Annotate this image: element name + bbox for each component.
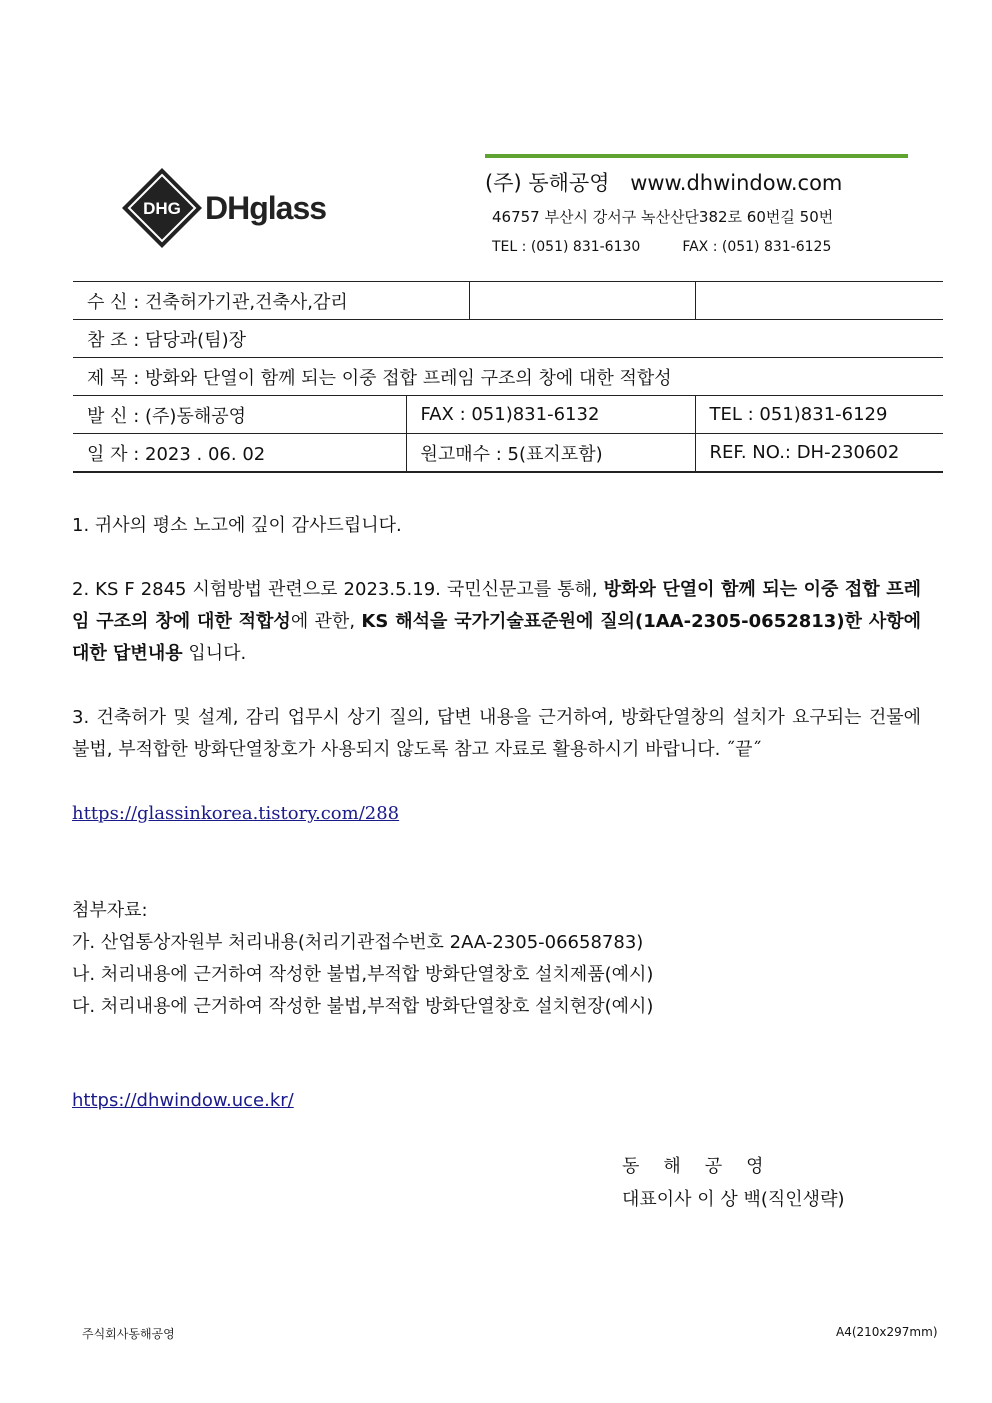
ref-no-cell: REF. NO.: DH-230602 <box>695 434 943 473</box>
signature-block <box>622 1150 844 1216</box>
company-tel: TEL : (051) 831-6130 <box>492 239 641 255</box>
company-fax: FAX : (051) 831-6125 <box>682 239 832 255</box>
sender-cell: 발 신 : (주)동해공영 <box>87 405 246 427</box>
company-logo <box>120 166 340 252</box>
header-row-sender <box>73 396 943 434</box>
signature-company: 동해공영 <box>622 1156 788 1177</box>
logo-wordmark: DHglass <box>205 190 327 226</box>
p2-text: 2. KS F 2845 시험방법 관련으로 2023.5.19. 국민신문고를 통해, <box>72 579 604 600</box>
paragraph-1: 1. 귀사의 평소 노고에 깊이 감사드립니다. <box>72 515 402 536</box>
company-name: (주) 동해공영 <box>485 171 610 195</box>
sender-fax-cell: FAX : 051)831-6132 <box>406 396 695 434</box>
logo-mark: DHG <box>143 199 181 218</box>
footer-company: 주식회사동해공영 <box>82 1327 175 1341</box>
header-row-recipient <box>73 282 943 320</box>
attachments <box>72 895 653 1023</box>
empty-cell <box>695 282 943 320</box>
p2-text: 에 관한, <box>290 611 362 632</box>
attachment-item: 나. 처리내용에 근거하여 작성한 불법,부적합 방화단열창호 설치제품(예시) <box>72 964 654 985</box>
header-row-reference <box>73 320 943 358</box>
company-website[interactable]: www.dhwindow.com <box>630 171 843 195</box>
p2-bold-inquiry: KS 해석을 국가기술표준원에 질의(1AA-2305-0652813)한 사항에 대한 답변내용 <box>72 611 921 664</box>
p2-bold-subject: 방화와 단열이 함께 되는 이중 접합 프레임 구조의 창에 대한 적합성 <box>72 579 921 632</box>
header-row-subject <box>73 358 943 396</box>
attachments-title: 첨부자료: <box>72 900 148 921</box>
sender-tel-cell: TEL : 051)831-6129 <box>695 396 943 434</box>
company-line <box>485 167 856 197</box>
paragraph-2 <box>72 574 921 670</box>
pages-cell: 원고매수 : 5(표지포함) <box>406 434 695 473</box>
signature-representative: 대표이사 이 상 백(직인생략) <box>622 1189 845 1210</box>
letter-header-table <box>73 281 943 473</box>
empty-cell <box>469 282 695 320</box>
attachment-item: 가. 산업통상자원부 처리내용(처리기관접수번호 2AA-2305-06658783) <box>72 932 644 953</box>
header-row-date <box>73 434 943 473</box>
header-accent-bar <box>485 154 908 158</box>
footer-paper-size: A4(210x297mm) <box>836 1325 938 1339</box>
website-link[interactable]: https://dhwindow.uce.kr/ <box>72 1090 294 1111</box>
company-address: 46757 부산시 강서구 녹산산단382로 60번길 50번 <box>492 208 834 226</box>
company-contact <box>492 239 831 255</box>
paragraph-3: 3. 건축허가 및 설계, 감리 업무시 상기 질의, 답변 내용을 근거하여, 방화단열창의 설치가 요구되는 건물에 불법, 부적합한 방화단열창호가 사용되지 않도록 참고 자료로 활용하시기 바랍니다. ˝끝˝ <box>72 707 921 760</box>
subject-cell: 제 목 : 방화와 단열이 함께 되는 이중 접합 프레임 구조의 창에 대한 적합성 <box>87 367 672 389</box>
recipient-cell: 수 신 : 건축허가기관,건축사,감리 <box>87 291 348 313</box>
attachment-item: 다. 처리내용에 근거하여 작성한 불법,부적합 방화단열창호 설치현장(예시) <box>72 996 654 1017</box>
p2-text: 입니다. <box>182 643 247 664</box>
reference-cell: 참 조 : 담당과(팀)장 <box>87 329 246 351</box>
date-cell: 일 자 : 2023 . 06. 02 <box>87 443 266 465</box>
blog-link[interactable]: https://glassinkorea.tistory.com/288 <box>72 803 400 824</box>
